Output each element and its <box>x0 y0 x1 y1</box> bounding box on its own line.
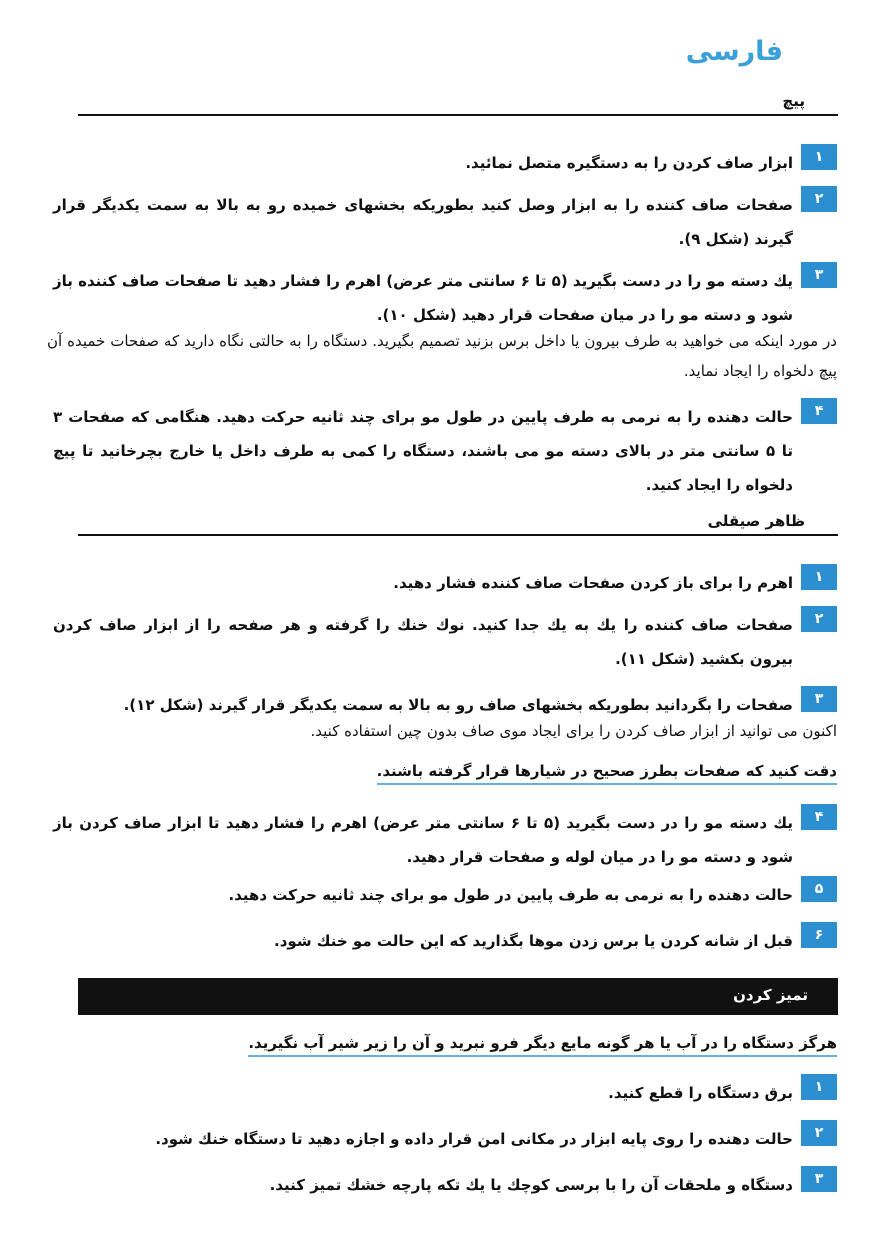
step-text: یك دسته مو را در دست بگیرید (۵ تا ۶ سانتی متر عرض) اهرم را فشار دهید تا ابزار صاف کردن باز شود و دسته مو را در میان لوله و صفحات قرار دهید. <box>53 814 793 866</box>
step-number: ۴ <box>801 804 837 830</box>
section-bar-cleaning <box>78 978 838 1015</box>
curls-paragraph: در مورد اینکه می خواهید به طرف بیرون یا داخل برس بزنید تصمیم بگیرید. دستگاه را به حالتی نگاه دارید که صفحات خمیده آن پیچ دلخواه را ایجاد نماید. <box>47 332 837 380</box>
step-text: صفحات را بگردانید بطوریکه بخشهای صاف رو به بالا به سمت یکدیگر قرار گیرند (شکل ۱۲). <box>123 696 793 714</box>
step-text: برق دستگاه را قطع کنید. <box>608 1084 793 1102</box>
step-number: ۴ <box>801 398 837 424</box>
cleaning-warning: هرگز دستگاه را در آب یا هر گونه مایع دیگر فرو نبرید و آن را زیر شیر آب نگیرید. <box>248 1034 837 1057</box>
step-text: حالت دهنده را به نرمی به طرف پایین در طول مو برای چند ثانیه حرکت دهید. هنگامی که صفحات ۳ تا ۵ سانتی متر در بالای دسته مو می باشند، دستگاه را کمی به طرف داخل یا خارج بچرخانید تا پیچ دلخواه را ایجاد کنید. <box>53 408 793 494</box>
step-number: ۶ <box>801 922 837 948</box>
step-number: ۲ <box>801 1120 837 1146</box>
step-text: اهرم را برای باز کردن صفحات صاف کننده فشار دهید. <box>393 574 793 592</box>
step-text: حالت دهنده را به نرمی به طرف پایین در طول مو برای چند ثانیه حرکت دهید. <box>228 886 793 904</box>
sleek-paragraph: اکنون می توانید از ابزار صاف کردن را برای ایجاد موی صاف بدون چین استفاده کنید. <box>310 722 837 740</box>
step-number: ۱ <box>801 144 837 170</box>
step-number: ۱ <box>801 1074 837 1100</box>
step-text: صفحات صاف کننده را به ابزار وصل کنید بطوریکه بخشهای خمیده رو به بالا به سمت یکدیگر قرار گیرند (شکل ۹). <box>53 196 793 248</box>
step-number: ۳ <box>801 262 837 288</box>
step-number: ۳ <box>801 686 837 712</box>
step-text: قبل از شانه کردن یا برس زدن موها بگذارید که این حالت مو خنك شود. <box>274 932 793 950</box>
sleek-note: دقت کنید که صفحات بطرز صحیح در شیارها قرار گرفته باشند. <box>377 762 837 785</box>
step-number: ۱ <box>801 564 837 590</box>
step-text: دستگاه و ملحقات آن را با برسی کوچك یا یك تکه پارچه خشك تمیز کنید. <box>269 1176 793 1194</box>
step-number: ۵ <box>801 876 837 902</box>
step-text: ابزار صاف کردن را به دستگیره متصل نمائید. <box>465 154 793 172</box>
section-rule <box>78 534 838 536</box>
section-heading-sleek: ظاهر صیقلی <box>707 512 805 530</box>
language-title: فارسی <box>685 36 783 67</box>
step-text: صفحات صاف کننده را یك به یك جدا کنید. نوك خنك را گرفته و هر صفحه را از ابزار صاف کردن بیرون بکشید (شکل ۱۱). <box>53 616 793 668</box>
step-text: حالت دهنده را روی پایه ابزار در مکانی امن قرار داده و اجازه دهید تا دستگاه خنك شود. <box>155 1130 793 1148</box>
step-number: ۲ <box>801 186 837 212</box>
section-heading-cleaning: تمیز کردن <box>733 986 808 1004</box>
section-rule <box>78 114 838 116</box>
step-number: ۳ <box>801 1166 837 1192</box>
step-text: یك دسته مو را در دست بگیرید (۵ تا ۶ سانتی متر عرض) اهرم را فشار دهید تا صفحات صاف کننده باز شود و دسته مو را در میان صفحات قرار دهید (شکل ۱۰). <box>53 272 793 324</box>
step-number: ۲ <box>801 606 837 632</box>
section-heading-curls: پیچ <box>782 92 805 110</box>
